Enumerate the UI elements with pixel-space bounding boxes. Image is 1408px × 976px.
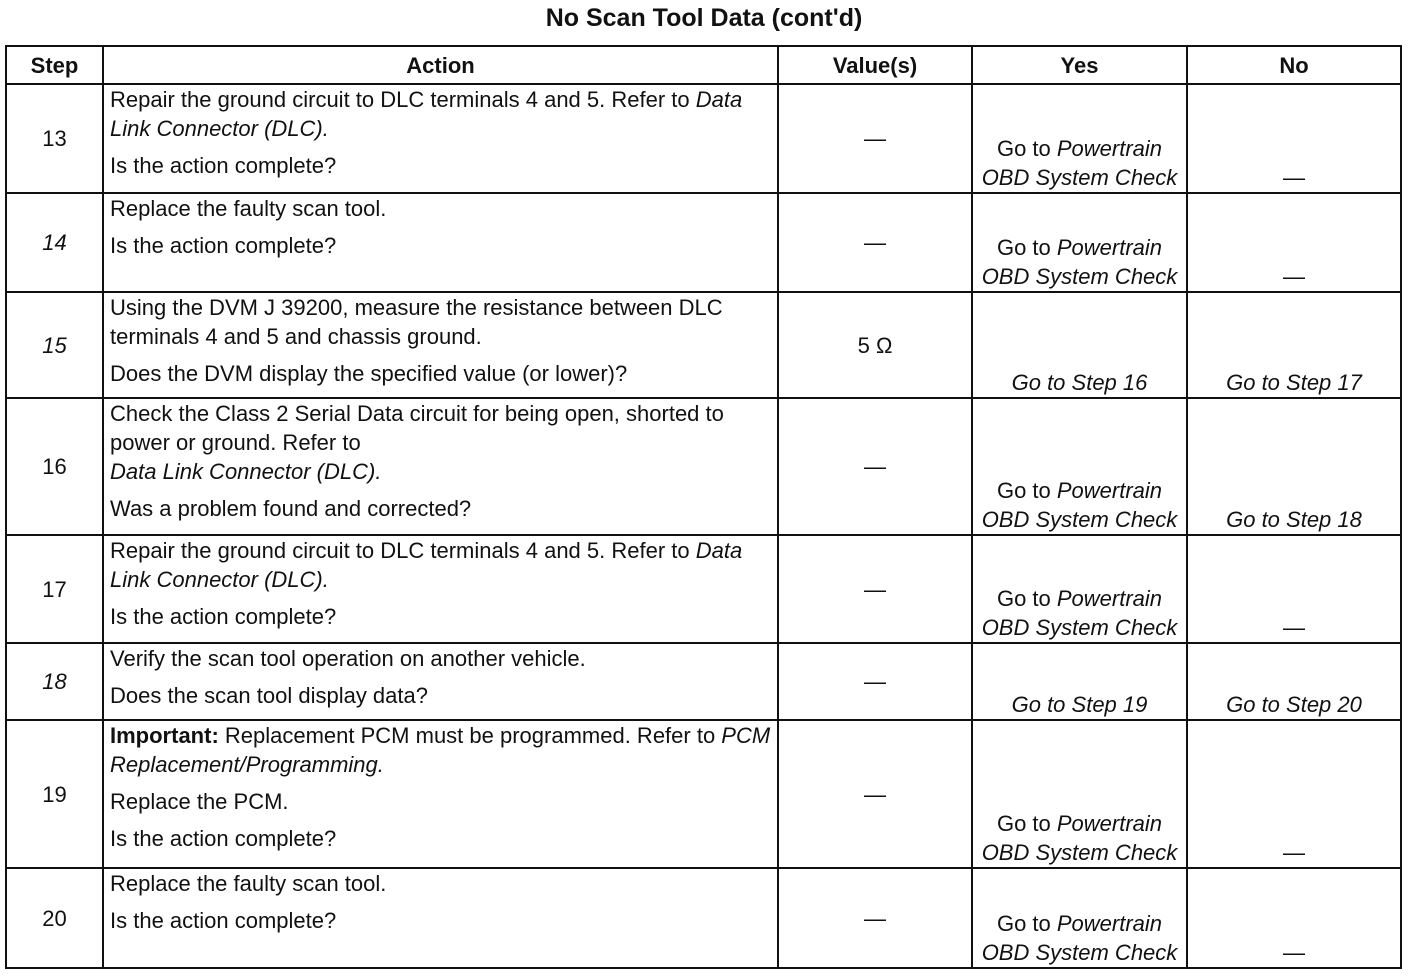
page-title: No Scan Tool Data (cont'd) — [545, 4, 863, 32]
no-cell: — — [1187, 84, 1401, 193]
action-cell — [103, 398, 778, 535]
table-row — [6, 84, 1401, 193]
action-text — [110, 85, 771, 143]
action-question: Does the scan tool display data? — [110, 683, 428, 708]
yes-prefix: Go to — [996, 478, 1057, 503]
action-question: Was a problem found and corrected? — [110, 496, 472, 521]
action-cell — [103, 535, 778, 643]
yes-cell — [972, 398, 1187, 535]
yes-ref-1: Powertrain — [1056, 586, 1163, 611]
action-cell — [103, 84, 778, 193]
reference-link: Data Link Connector (DLC). — [110, 538, 743, 592]
no-cell: — — [1187, 868, 1401, 968]
action-instruction: Replace the faulty scan tool. — [110, 871, 387, 896]
action-cell — [103, 292, 778, 398]
action-instruction: Check the Class 2 Serial Data circuit for being open, shorted to power or ground. Refer to — [110, 401, 724, 455]
action-instruction: Verify the scan tool operation on another vehicle. — [110, 646, 586, 671]
value-cell: — — [778, 720, 972, 868]
value-cell: — — [778, 398, 972, 535]
action-instruction: Replacement PCM must be programmed. Refer to — [218, 723, 722, 748]
no-cell: Go to Step 20 — [1187, 643, 1401, 720]
action-instruction: Repair the ground circuit to DLC terminals 4 and 5. Refer to — [110, 538, 696, 563]
action-cell — [103, 868, 778, 968]
step-number: 19 — [6, 720, 103, 868]
value-cell: — — [778, 643, 972, 720]
yes-cell: Go to Step 19 — [972, 643, 1187, 720]
important-label: Important: — [110, 723, 219, 748]
value-cell: — — [778, 84, 972, 193]
table-row — [6, 720, 1401, 868]
step-number: 15 — [6, 292, 103, 398]
diagnostic-table — [5, 45, 1402, 969]
table-row — [6, 535, 1401, 643]
action-question: Is the action complete? — [110, 826, 337, 851]
step-number: 14 — [6, 193, 103, 292]
value-cell: — — [778, 193, 972, 292]
yes-ref-2: OBD System Check — [981, 507, 1178, 532]
action-question: Is the action complete? — [110, 604, 337, 629]
step-number: 13 — [6, 84, 103, 193]
table-row — [6, 292, 1401, 398]
action-text — [110, 536, 771, 594]
yes-prefix: Go to — [996, 811, 1057, 836]
yes-ref-1: Powertrain — [1056, 136, 1163, 161]
table-row — [6, 868, 1401, 968]
value-cell: — — [778, 535, 972, 643]
yes-cell — [972, 535, 1187, 643]
reference-link: Data Link Connector (DLC). — [110, 87, 743, 141]
action-text — [110, 721, 771, 779]
yes-ref-1: Powertrain — [1056, 478, 1163, 503]
yes-ref-1: Powertrain — [1056, 911, 1163, 936]
header-action: Action — [103, 46, 778, 84]
yes-cell: Go to Step 16 — [972, 292, 1187, 398]
action-cell — [103, 720, 778, 868]
reference-link: PCM Replacement/Programming. — [110, 723, 771, 777]
value-cell: — — [778, 868, 972, 968]
header-no: No — [1187, 46, 1401, 84]
table-row — [6, 398, 1401, 535]
action-question: Does the DVM display the specified value (or lower)? — [110, 361, 628, 386]
action-step: Replace the PCM. — [110, 789, 289, 814]
header-step: Step — [6, 46, 103, 84]
yes-prefix: Go to — [996, 586, 1057, 611]
action-question: Is the action complete? — [110, 153, 337, 178]
yes-prefix: Go to — [996, 235, 1057, 260]
yes-ref-1: Powertrain — [1056, 235, 1163, 260]
no-cell: Go to Step 18 — [1187, 398, 1401, 535]
yes-cell — [972, 84, 1187, 193]
header-values: Value(s) — [778, 46, 972, 84]
action-instruction: Using the DVM J 39200, measure the resistance between DLC terminals 4 and 5 and chassis ground. — [110, 295, 723, 349]
no-cell: — — [1187, 193, 1401, 292]
value-cell: 5 Ω — [778, 292, 972, 398]
no-cell: — — [1187, 720, 1401, 868]
yes-ref-2: OBD System Check — [981, 940, 1178, 965]
step-number: 16 — [6, 398, 103, 535]
yes-prefix: Go to — [996, 911, 1057, 936]
yes-cell — [972, 868, 1187, 968]
yes-ref-1: Powertrain — [1056, 811, 1163, 836]
action-instruction: Replace the faulty scan tool. — [110, 196, 387, 221]
action-question: Is the action complete? — [110, 233, 337, 258]
header-yes: Yes — [972, 46, 1187, 84]
step-number: 20 — [6, 868, 103, 968]
reference-text: Data Link Connector (DLC). — [110, 459, 382, 484]
yes-prefix: Go to — [996, 136, 1057, 161]
yes-cell — [972, 193, 1187, 292]
header-row — [6, 46, 1401, 84]
yes-cell — [972, 720, 1187, 868]
yes-ref-2: OBD System Check — [981, 840, 1178, 865]
action-cell — [103, 193, 778, 292]
yes-ref-2: OBD System Check — [981, 615, 1178, 640]
action-cell — [103, 643, 778, 720]
yes-ref-2: OBD System Check — [981, 264, 1178, 289]
yes-ref-2: OBD System Check — [981, 165, 1178, 190]
table-row — [6, 193, 1401, 292]
step-number: 18 — [6, 643, 103, 720]
no-cell: Go to Step 17 — [1187, 292, 1401, 398]
action-question: Is the action complete? — [110, 908, 337, 933]
action-instruction: Repair the ground circuit to DLC terminals 4 and 5. Refer to — [110, 87, 696, 112]
table-row — [6, 643, 1401, 720]
reference-link — [110, 457, 771, 486]
step-number: 17 — [6, 535, 103, 643]
no-cell: — — [1187, 535, 1401, 643]
